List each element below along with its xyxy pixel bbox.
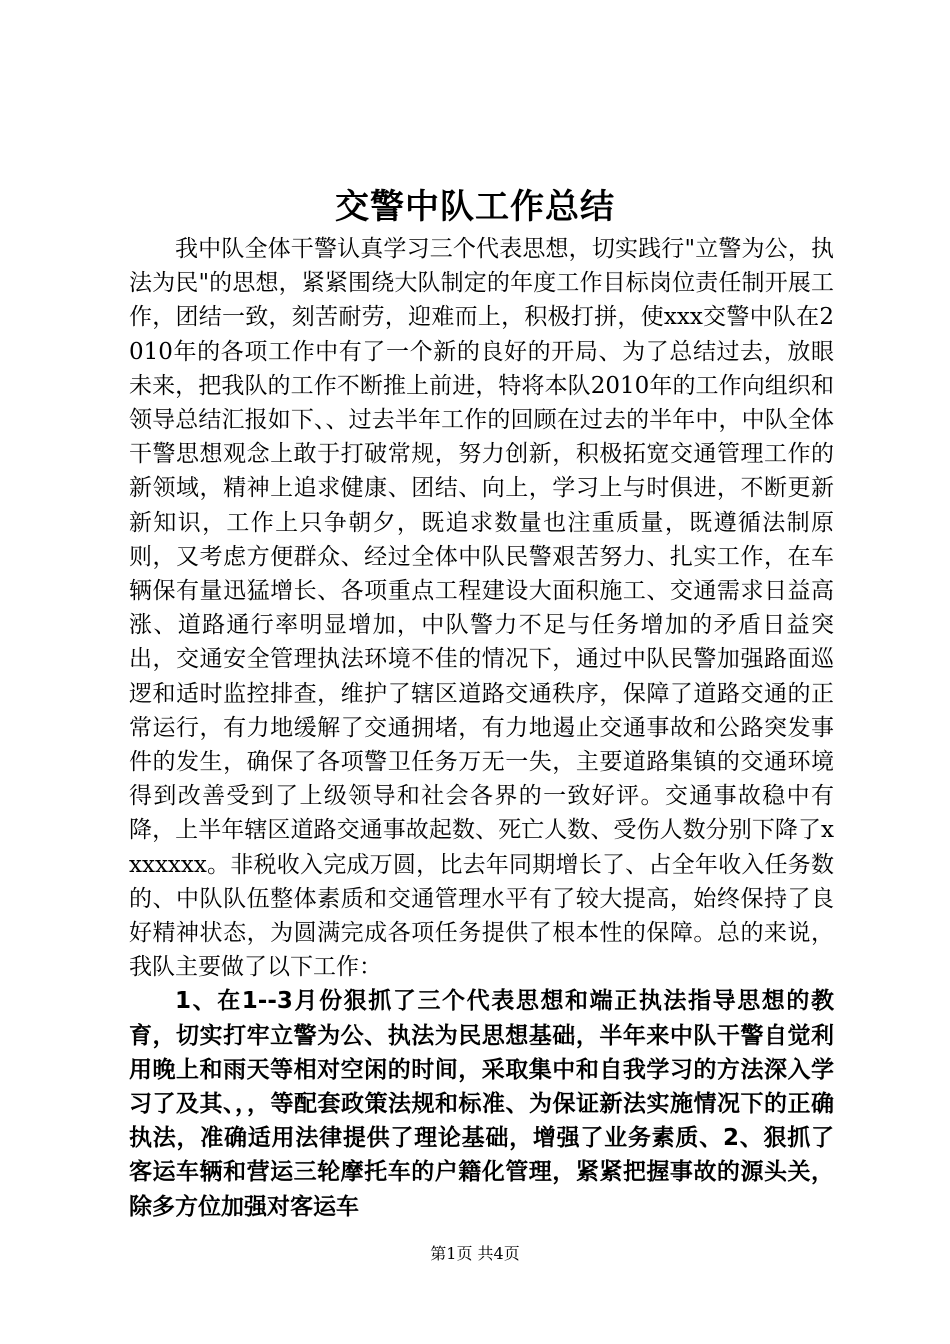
document-title: 交警中队工作总结 (335, 187, 615, 227)
body-paragraph-intro: 我中队全体干警认真学习三个代表思想，切实践行"立警为公，执法为民"的思想，紧紧围绕大队制定的年度工作目标岗位责任制开展工作，团结一致，刻苦耐劳，迎难而上，积极打拼，使xxx交警中队在2010年的各项工作中有了一个新的良好的开局、为了总结过去，放眼未来，把我队的工作不断推上前进，特将本队2010年的工作向组织和领导总结汇报如下、、过去半年工作的回顾在过去的半年中，中队全体干警思想观念上敢于打破常规，努力创新，积极拓宽交通管理工作的新领域，精神上追求健康、团结、向上，学习上与时俱进，不断更新新知识，工作上只争朝夕，既追求数量也注重质量，既遵循法制原则，又考虑方便群众、经过全体中队民警艰苦努力、扎实工作，在车辆保有量迅猛增长、各项重点工程建设大面积施工、交通需求日益高涨、道路通行率明显增加，中队警力不足与任务增加的矛盾日益突出，交通安全管理执法环境不佳的情况下，通过中队民警加强路面巡逻和适时监控排查，维护了辖区道路交通秩序，保障了道路交通的正常运行，有力地缓解了交通拥堵，有力地遏止交通事故和公路突发事件的发生，确保了各项警卫任务万无一失，主要道路集镇的交通环境得到改善受到了上级领导和社会各界的一致好评。交通事故稳中有降，上半年辖区道路交通事故起数、死亡人数、受伤人数分别下降了xxxxxxx。非税收入完成万圆，比去年同期增长了、占全年收入任务数的、中队队伍整体素质和交通管理水平有了较大提高，始终保持了良好精神状态，为圆满完成各项任务提供了根本性的保障。总的来说，我队主要做了以下工作： (129, 236, 834, 981)
document-body (129, 232, 834, 1224)
body-paragraph-item-1: 1、在1--3月份狠抓了三个代表思想和端正执法指导思想的教育，切实打牢立警为公、执法为民思想基础，半年来中队干警自觉利用晚上和雨天等相对空闲的时间，采取集中和自我学习的方法深入学习了及其、，，等配套政策法规和标准、为保证新法实施情况下的正确执法，准确适用法律提供了理论基础，增强了业务素质、2、狠抓了客运车辆和营运三轮摩托车的户籍化管理，紧紧把握事故的源头关，除多方位加强对客运车 (129, 988, 834, 1220)
page-number-footer: 第1页 共4页 (430, 1244, 520, 1263)
